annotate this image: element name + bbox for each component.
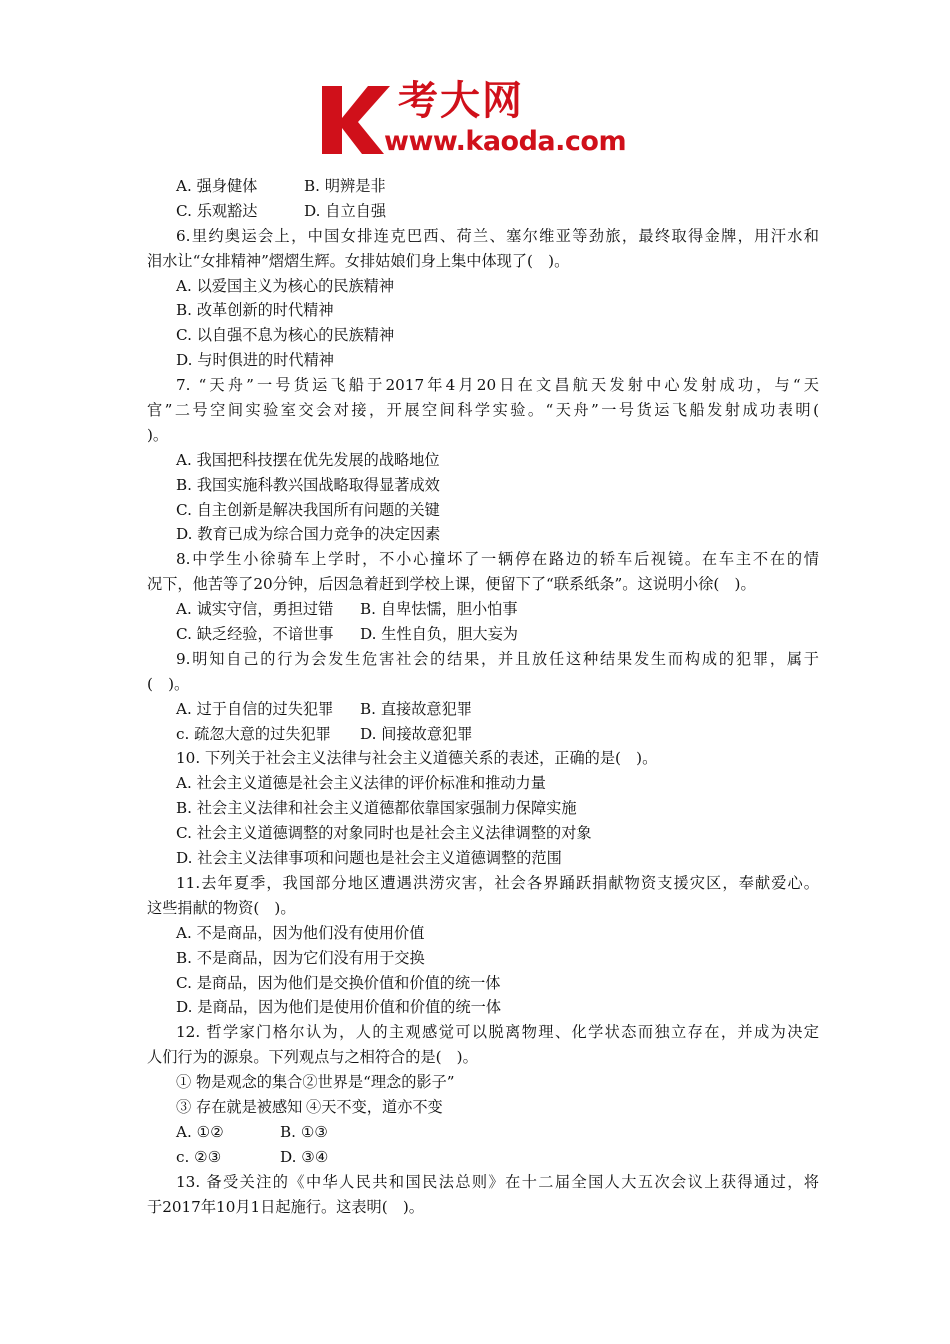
line-text: 这些捐献的物资( )。 <box>147 898 296 917</box>
text-line <box>147 622 819 647</box>
line-text: A. 过于自信的过失犯罪 <box>176 699 334 718</box>
logo-url: www.kaoda.com <box>384 126 627 157</box>
line-text: 于2017年10月1日起施行。这表明( )。 <box>147 1197 424 1216</box>
line-text: 9.明知自己的行为会发生危害社会的结果，并且放任这种结果发生而构成的犯罪，属于 <box>176 649 819 668</box>
text-line <box>147 697 819 722</box>
line-text: C. 是商品，因为他们是交换价值和价值的统一体 <box>176 973 501 992</box>
text-line <box>147 597 819 622</box>
line-text: D. 与时俱进的时代精神 <box>176 351 334 370</box>
line-text: B. 不是商品，因为它们没有用于交换 <box>176 948 425 967</box>
line-text: D. 是商品，因为他们是使用价值和价值的统一体 <box>176 998 502 1017</box>
text-line <box>147 1020 819 1045</box>
text-line <box>147 224 819 249</box>
text-line <box>147 1120 819 1145</box>
text-line <box>147 746 819 771</box>
line-text: 人们行为的源泉。下列观点与之相符合的是( )。 <box>147 1048 478 1067</box>
kaoda-logo <box>318 78 638 162</box>
line-text: A. 强身健体 <box>176 177 258 195</box>
line-text: 13. 备受关注的《中华人民共和国民法总则》在十二届全国人大五次会议上获得通过，将 <box>176 1172 819 1191</box>
text-line <box>147 522 819 547</box>
line-text: c. ②③ <box>176 1147 222 1166</box>
text-line <box>147 672 819 697</box>
text-line <box>147 1195 819 1220</box>
logo-k-mark <box>318 84 392 156</box>
text-line <box>147 1095 819 1120</box>
text-line <box>147 722 819 747</box>
line-text: D. 社会主义法律事项和问题也是社会主义道德调整的范围 <box>176 849 562 868</box>
line-text: A. 不是商品，因为他们没有使用价值 <box>176 923 425 942</box>
line-text-option: B. 直接故意犯罪 <box>360 699 472 718</box>
text-line <box>147 572 819 597</box>
text-line <box>147 547 819 572</box>
line-text: 10. 下列关于社会主义法律与社会主义道德关系的表述，正确的是( )。 <box>176 749 658 768</box>
line-text: C. 乐观豁达 <box>176 201 258 220</box>
text-line <box>147 274 819 299</box>
text-line <box>147 174 819 199</box>
text-line <box>147 423 819 448</box>
line-text: )。 <box>147 425 169 444</box>
text-line <box>147 796 819 821</box>
line-text: C. 以自强不息为核心的民族精神 <box>176 326 395 345</box>
text-line <box>147 921 819 946</box>
line-text-option: B. 明辨是非 <box>304 177 386 195</box>
text-line <box>147 498 819 523</box>
text-line <box>147 348 819 373</box>
line-text: B. 社会主义法律和社会主义道德都依靠国家强制力保障实施 <box>176 799 577 818</box>
text-line <box>147 199 819 224</box>
line-text: 况下，他苦等了20分钟，后因急着赶到学校上课，便留下了“联系纸条”。这说明小徐( )。 <box>147 575 756 594</box>
line-text: 12. 哲学家门格尔认为，人的主观感觉可以脱离物理、化学状态而独立存在，并成为决定 <box>176 1023 819 1042</box>
line-text: A. 社会主义道德是社会主义法律的评价标准和推动力量 <box>176 774 546 793</box>
text-line <box>147 249 819 274</box>
line-text: B. 改革创新的时代精神 <box>176 301 334 320</box>
logo-chinese-name: 考大网 <box>398 78 524 124</box>
line-text: ( )。 <box>147 674 190 693</box>
line-text: ① 物是观念的集合②世界是“理念的影子” <box>176 1073 455 1092</box>
text-line <box>147 398 819 423</box>
text-line <box>147 1170 819 1195</box>
line-text-option: D. 自立自强 <box>304 201 387 220</box>
line-text-option: B. ①③ <box>280 1122 329 1141</box>
text-line <box>147 846 819 871</box>
text-line <box>147 896 819 921</box>
text-line <box>147 298 819 323</box>
text-line <box>147 448 819 473</box>
line-text: A. 诚实守信，勇担过错 <box>176 600 334 619</box>
line-text: ③ 存在就是被感知 <box>176 1097 303 1116</box>
line-text: c. 疏忽大意的过失犯罪 <box>176 724 331 743</box>
text-line <box>147 821 819 846</box>
line-text: A. 以爱国主义为核心的民族精神 <box>176 276 395 295</box>
text-line <box>147 946 819 971</box>
line-text: C. 缺乏经验，不谙世事 <box>176 625 334 644</box>
text-line <box>147 1145 819 1170</box>
exam-text <box>147 174 819 1219</box>
line-text-option: B. 自卑怯懦，胆小怕事 <box>360 600 518 619</box>
line-text-option: D. 生性自负，胆大妄为 <box>360 625 518 644</box>
line-text: A. ①② <box>176 1122 224 1141</box>
line-text: D. 教育已成为综合国力竞争的决定因素 <box>176 525 441 544</box>
text-line <box>147 771 819 796</box>
text-line <box>147 1070 819 1095</box>
text-line <box>147 871 819 896</box>
text-line <box>147 1045 819 1070</box>
line-text: 8.中学生小徐骑车上学时，不小心撞坏了一辆停在路边的轿车后视镜。在车主不在的情 <box>176 550 819 569</box>
text-line <box>147 995 819 1020</box>
line-text: B. 我国实施科教兴国战略取得显著成效 <box>176 475 440 494</box>
line-text: A. 我国把科技摆在优先发展的战略地位 <box>176 450 440 469</box>
text-line <box>147 971 819 996</box>
line-text: C. 自主创新是解决我国所有问题的关键 <box>176 500 440 519</box>
line-text: 6.里约奥运会上，中国女排连克巴西、荷兰、塞尔维亚等劲旅，最终取得金牌，用汗水和 <box>176 226 819 245</box>
text-line <box>147 647 819 672</box>
line-text: 7. “天舟”一号货运飞船于2017年4月20日在文昌航天发射中心发射成功，与“天 <box>176 376 819 395</box>
line-text-option: D. ③④ <box>280 1147 329 1166</box>
text-line <box>147 373 819 398</box>
text-line <box>147 323 819 348</box>
line-text: 泪水让“女排精神”熠熠生辉。女排姑娘们身上集中体现了( )。 <box>147 251 570 270</box>
line-text-option: ④天不变，道亦不变 <box>306 1097 443 1116</box>
line-text: 官”二号空间实验室交会对接，开展空间科学实验。“天舟”一号货运飞船发射成功表明( <box>147 401 819 420</box>
line-text-option: D. 间接故意犯罪 <box>360 724 473 743</box>
line-text: 11.去年夏季，我国部分地区遭遇洪涝灾害，社会各界踊跃捐献物资支援灾区，奉献爱心。 <box>176 873 819 892</box>
line-text: C. 社会主义道德调整的对象同时也是社会主义法律调整的对象 <box>176 824 592 843</box>
text-line <box>147 473 819 498</box>
